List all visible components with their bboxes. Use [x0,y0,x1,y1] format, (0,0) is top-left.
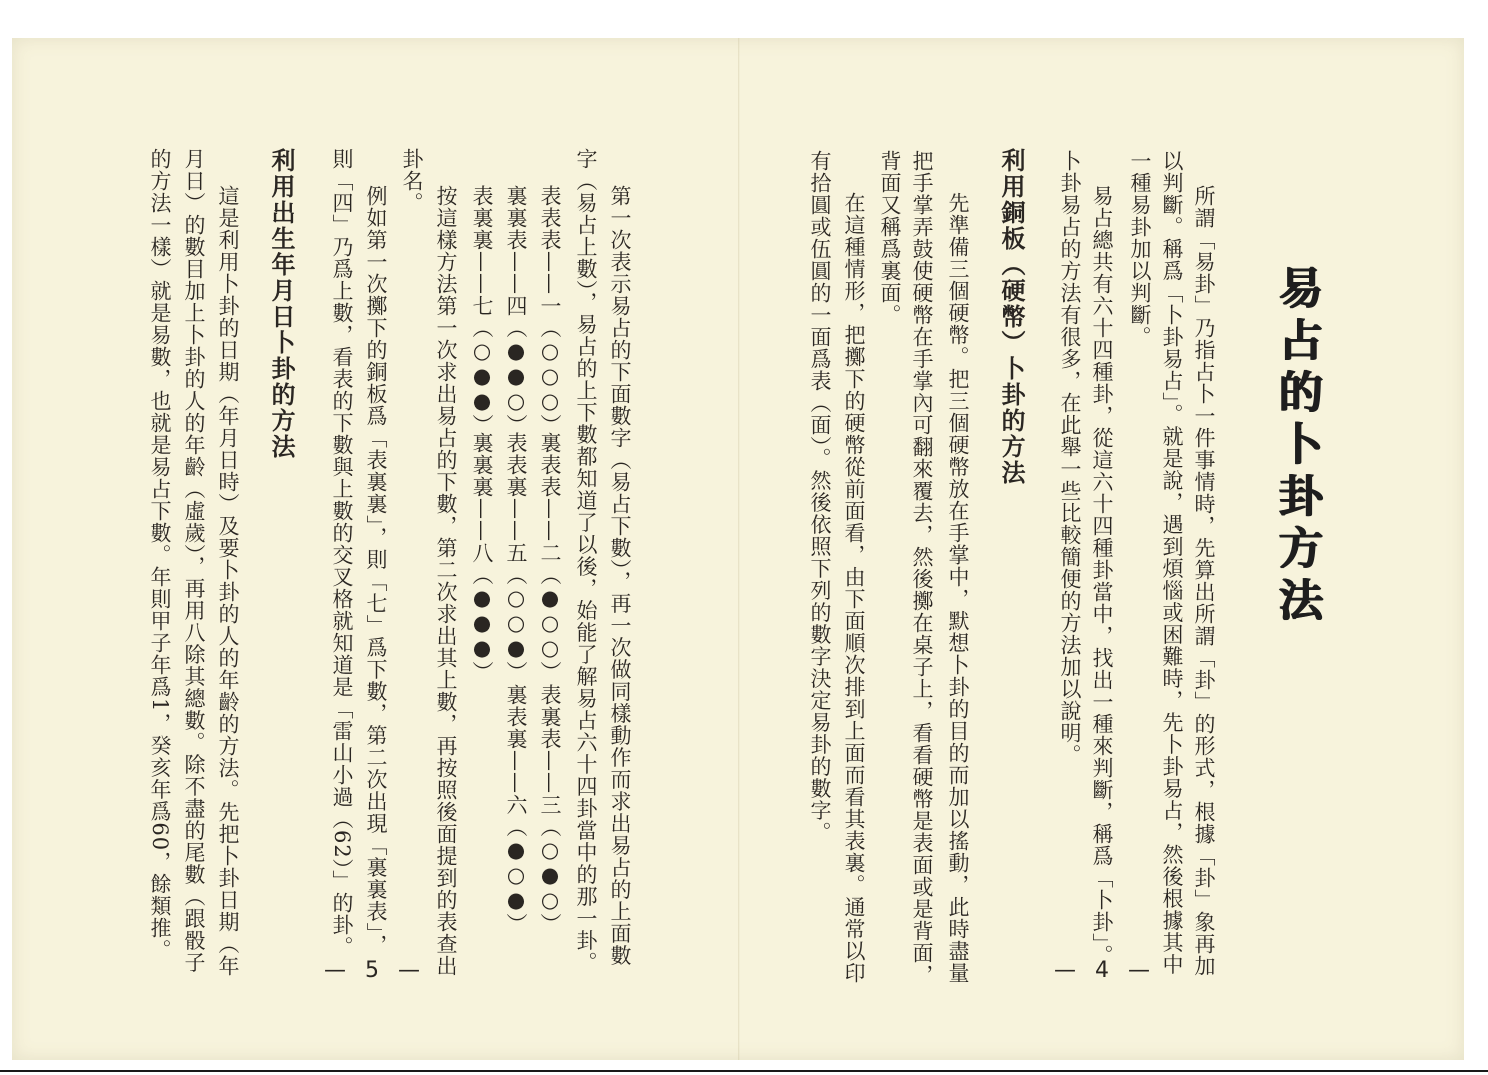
paragraph-line: 按這樣方法第一次求出易占的下數，第二次求出其上數，再按照後面提到的表查出 [434,185,458,977]
page-5 [0,0,740,1075]
coin-table-cell: 表裏表——三（○●○） [538,684,562,935]
page-title: 易占的卜卦方法 [1271,265,1322,629]
paragraph-line: 背面又稱爲裏面。 [878,150,902,326]
paragraph-line: 字（易占上數），易占的上下數都知道了以後，始能了解易占六十四卦當中的那一卦。 [574,148,598,974]
paragraph-line: 把手掌弄鼓使硬幣在手掌內可翻來覆去，然後擲在桌子上，看看硬幣是表面或是背面， [910,150,934,986]
paragraph-line: 第一次表示易占的下面數字（易占下數），再一次做同樣動作而求出易占的上面數 [608,185,632,967]
paragraph-line: 這是利用卜卦的日期（年月日時）及要卜卦的人的年齡的方法。先把卜卦日期（年 [216,185,240,977]
page-4 [740,0,1488,1075]
paragraph-line: 易占總共有六十四種卦，從這六十四種卦當中，找出一種來判斷，稱爲「卜卦」。 [1090,185,1114,967]
paragraph-line: 一種易卦加以判斷。 [1128,150,1152,348]
coin-table-cell: 裏裏表——四（●●○） [504,185,528,436]
page-number: — 5 — [324,958,426,983]
section-heading-birthdate: 利用出生年月日卜卦的方法 [267,148,295,460]
paragraph-line: 先準備三個硬幣。把三個硬幣放在手掌中，默想卜卦的目的而加以搖動，此時盡量 [946,192,970,984]
paragraph-line: 所謂「易卦」乃指占卜一件事情時，先算出所謂「卦」的形式，根據「卦」象再加 [1192,185,1216,977]
coin-table-cell: 裏裏裏——八（●●●） [470,432,494,683]
paragraph-line: 月日）的數目加上卜卦的人的年齡（虛歲），再用八除其總數。除不盡的尾數（跟骰子 [182,148,206,974]
paragraph-line: 卦名。 [400,148,424,214]
coin-table-cell: 表表表——一（○○○） [538,185,562,436]
paragraph-line: 有拾圓或伍圓的一面爲表（面）。然後依照下列的數字決定易卦的數字。 [808,150,832,844]
section-heading-coin: 利用銅板（硬幣）卜卦的方法 [997,148,1025,486]
paragraph-line: 以判斷。稱爲「卜卦易占」。就是說，遇到煩惱或困難時，先卜卦易占，然後根據其中 [1160,150,1184,976]
paragraph-line: 在這種情形，把擲下的硬幣從前面看，由下面順次排到上面而看其表裏。通常以印 [842,192,866,984]
page-number: — 4 — [1054,958,1156,983]
coin-table-cell: 表裏裏——七（○●●） [470,185,494,436]
coin-table-cell: 裏表裏——六（●○●） [504,684,528,935]
coin-table-cell: 表表裏——五（○○●） [504,432,528,683]
paragraph-line: 卜卦易占的方法有很多，在此舉一些比較簡便的方法加以說明。 [1058,150,1082,766]
paragraph-line: 例如第一次擲下的銅板爲「表裏裏」，則「七」爲下數，第二次出現「裏裏表」， [364,185,388,956]
coin-table-cell: 裏表表——二（●○○） [538,432,562,683]
paragraph-line: 的方法一樣）就是易數，也就是易占下數。年則甲子年爲1，癸亥年爲60，餘類推。 [148,148,172,962]
scan-edge-line [0,1070,1488,1072]
paragraph-line: 則「四」乃爲上數，看表的下數與上數的交叉格就知道是「雷山小過（62）」的卦。 [330,148,354,959]
